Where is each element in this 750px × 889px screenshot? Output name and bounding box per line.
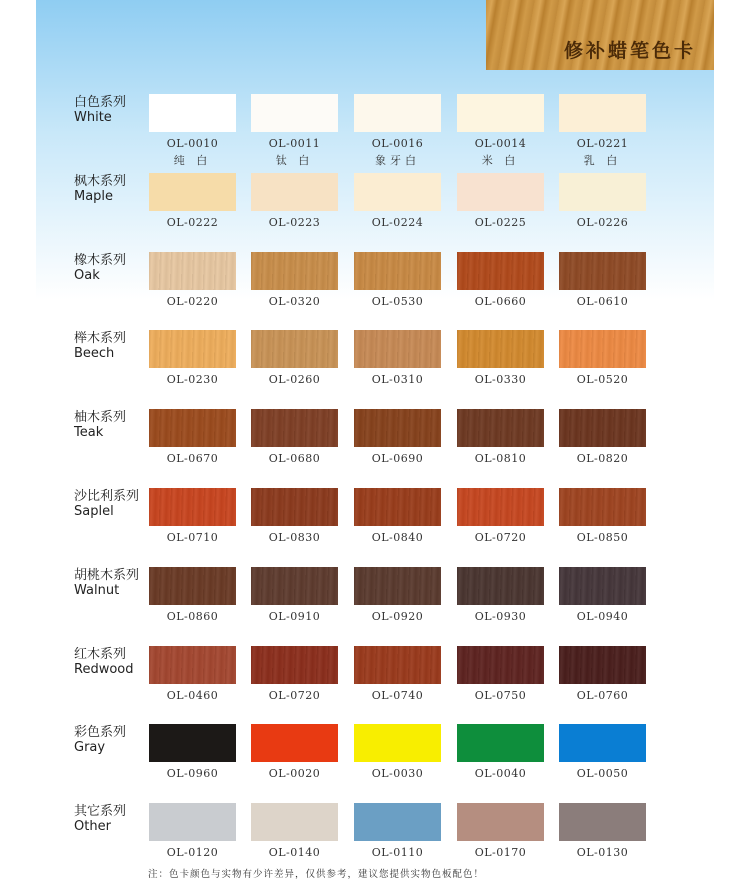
color-series-row bbox=[0, 328, 750, 403]
color-swatch bbox=[251, 94, 338, 132]
color-swatch bbox=[149, 646, 236, 684]
color-swatch bbox=[251, 409, 338, 447]
color-swatch bbox=[149, 567, 236, 605]
swatch-code: OL-0530 bbox=[371, 295, 424, 308]
series-label bbox=[74, 95, 126, 125]
color-swatch bbox=[149, 94, 236, 132]
title-banner bbox=[486, 0, 714, 70]
footer-note: 注：色卡颜色与实物有少许差异，仅供参考，建议您提供实物色板配色！ bbox=[148, 869, 485, 880]
swatch-code: OL-0260 bbox=[268, 373, 321, 386]
color-swatch bbox=[251, 803, 338, 841]
swatch-code: OL-0680 bbox=[268, 452, 321, 465]
swatch-name: 米 白 bbox=[481, 154, 520, 167]
color-series-row bbox=[0, 171, 750, 246]
banner-title: 修补蜡笔色卡 bbox=[563, 40, 696, 62]
color-swatch bbox=[149, 724, 236, 762]
color-swatch bbox=[457, 803, 544, 841]
swatch-code: OL-0720 bbox=[268, 689, 321, 702]
series-name-zh: 榉木系列 bbox=[74, 331, 127, 346]
color-swatch bbox=[354, 724, 441, 762]
swatch-code: OL-0610 bbox=[576, 295, 629, 308]
color-swatch bbox=[457, 330, 544, 368]
swatch-code: OL-0040 bbox=[474, 767, 527, 780]
swatch-code: OL-0225 bbox=[474, 216, 527, 229]
series-label bbox=[74, 489, 139, 519]
color-swatch bbox=[354, 330, 441, 368]
swatch-code: OL-0520 bbox=[576, 373, 629, 386]
color-swatch bbox=[457, 567, 544, 605]
swatch-code: OL-0810 bbox=[474, 452, 527, 465]
color-swatch bbox=[354, 567, 441, 605]
color-swatch bbox=[457, 409, 544, 447]
color-swatch bbox=[354, 803, 441, 841]
series-name-en: Beech bbox=[74, 346, 115, 361]
color-swatch bbox=[559, 803, 646, 841]
color-swatch bbox=[457, 173, 544, 211]
color-series-row bbox=[0, 250, 750, 325]
series-name-en: Other bbox=[74, 819, 111, 834]
swatch-code: OL-0690 bbox=[371, 452, 424, 465]
swatch-name: 象牙白 bbox=[375, 154, 420, 167]
swatch-code: OL-0110 bbox=[371, 846, 424, 859]
series-name-zh: 彩色系列 bbox=[74, 725, 127, 740]
series-label bbox=[74, 331, 126, 361]
series-name-zh: 枫木系列 bbox=[74, 174, 127, 189]
swatch-code: OL-0760 bbox=[576, 689, 629, 702]
color-swatch bbox=[354, 646, 441, 684]
swatch-code: OL-0670 bbox=[166, 452, 219, 465]
color-swatch bbox=[559, 173, 646, 211]
series-name-zh: 白色系列 bbox=[74, 95, 127, 110]
series-name-en: Oak bbox=[74, 268, 100, 283]
series-name-en: Walnut bbox=[74, 583, 120, 598]
color-swatch bbox=[354, 252, 441, 290]
series-label bbox=[74, 253, 126, 283]
swatch-code: OL-0850 bbox=[576, 531, 629, 544]
series-label bbox=[74, 804, 126, 834]
color-swatch bbox=[251, 567, 338, 605]
swatch-code: OL-0740 bbox=[371, 689, 424, 702]
swatch-name: 钛 白 bbox=[275, 154, 314, 167]
swatch-code: OL-0130 bbox=[576, 846, 629, 859]
series-label bbox=[74, 174, 126, 204]
series-name-en: Teak bbox=[74, 425, 104, 440]
series-name-en: White bbox=[74, 110, 112, 125]
swatch-code: OL-0710 bbox=[166, 531, 219, 544]
swatch-code: OL-0030 bbox=[371, 767, 424, 780]
swatch-code: OL-0960 bbox=[166, 767, 219, 780]
color-swatch bbox=[457, 94, 544, 132]
color-swatch bbox=[149, 409, 236, 447]
series-name-zh: 红木系列 bbox=[74, 647, 127, 662]
swatch-code: OL-0010 bbox=[166, 137, 219, 150]
swatch-code: OL-0223 bbox=[268, 216, 321, 229]
color-swatch bbox=[457, 724, 544, 762]
swatch-code: OL-0830 bbox=[268, 531, 321, 544]
color-swatch bbox=[457, 646, 544, 684]
color-swatch bbox=[251, 173, 338, 211]
color-swatch bbox=[354, 173, 441, 211]
color-swatch bbox=[149, 173, 236, 211]
color-swatch bbox=[149, 803, 236, 841]
color-series-row bbox=[0, 722, 750, 797]
color-series-row bbox=[0, 644, 750, 719]
swatch-code: OL-0014 bbox=[474, 137, 527, 150]
swatch-code: OL-0720 bbox=[474, 531, 527, 544]
swatch-code: OL-0226 bbox=[576, 216, 629, 229]
swatch-code: OL-0020 bbox=[268, 767, 321, 780]
swatch-code: OL-0224 bbox=[371, 216, 424, 229]
color-swatch bbox=[251, 252, 338, 290]
color-series-row bbox=[0, 407, 750, 482]
color-series-row bbox=[0, 486, 750, 561]
swatch-code: OL-0750 bbox=[474, 689, 527, 702]
series-name-zh: 胡桃木系列 bbox=[74, 568, 140, 583]
swatch-code: OL-0220 bbox=[166, 295, 219, 308]
swatch-code: OL-0840 bbox=[371, 531, 424, 544]
color-swatch bbox=[251, 646, 338, 684]
swatch-name: 纯 白 bbox=[173, 154, 212, 167]
swatch-code: OL-0940 bbox=[576, 610, 629, 623]
series-name-zh: 柚木系列 bbox=[74, 410, 127, 425]
swatch-code: OL-0011 bbox=[268, 137, 321, 150]
color-series-row bbox=[0, 565, 750, 640]
swatch-code: OL-0330 bbox=[474, 373, 527, 386]
swatch-code: OL-0910 bbox=[268, 610, 321, 623]
swatch-code: OL-0930 bbox=[474, 610, 527, 623]
swatch-code: OL-0310 bbox=[371, 373, 424, 386]
color-swatch bbox=[251, 330, 338, 368]
series-name-zh: 沙比利系列 bbox=[74, 489, 140, 504]
swatch-code: OL-0660 bbox=[474, 295, 527, 308]
swatch-code: OL-0050 bbox=[576, 767, 629, 780]
swatch-code: OL-0320 bbox=[268, 295, 321, 308]
color-series-row bbox=[0, 801, 750, 876]
swatch-code: OL-0460 bbox=[166, 689, 219, 702]
color-swatch bbox=[251, 724, 338, 762]
color-swatch bbox=[149, 488, 236, 526]
series-name-en: Redwood bbox=[74, 662, 134, 677]
color-swatch bbox=[559, 252, 646, 290]
swatch-code: OL-0016 bbox=[371, 137, 424, 150]
swatch-code: OL-0222 bbox=[166, 216, 219, 229]
color-swatch bbox=[559, 724, 646, 762]
series-name-zh: 其它系列 bbox=[74, 804, 127, 819]
swatch-code: OL-0920 bbox=[371, 610, 424, 623]
series-name-en: Saplel bbox=[74, 504, 114, 519]
color-swatch bbox=[149, 330, 236, 368]
color-swatch bbox=[354, 488, 441, 526]
color-swatch bbox=[354, 409, 441, 447]
color-swatch bbox=[457, 488, 544, 526]
swatch-code: OL-0120 bbox=[166, 846, 219, 859]
series-name-zh: 橡木系列 bbox=[74, 253, 127, 268]
series-name-en: Maple bbox=[74, 189, 114, 204]
swatch-code: OL-0860 bbox=[166, 610, 219, 623]
swatch-code: OL-0221 bbox=[576, 137, 629, 150]
series-label bbox=[74, 568, 139, 598]
swatch-code: OL-0170 bbox=[474, 846, 527, 859]
color-swatch bbox=[559, 567, 646, 605]
swatch-code: OL-0230 bbox=[166, 373, 219, 386]
color-swatch bbox=[559, 94, 646, 132]
color-swatch bbox=[559, 409, 646, 447]
color-series-row bbox=[0, 92, 750, 167]
color-swatch bbox=[354, 94, 441, 132]
color-swatch bbox=[149, 252, 236, 290]
series-label bbox=[74, 410, 126, 440]
series-name-en: Gray bbox=[74, 740, 106, 755]
color-swatch bbox=[457, 252, 544, 290]
color-swatch bbox=[559, 646, 646, 684]
color-swatch bbox=[559, 330, 646, 368]
series-label bbox=[74, 647, 134, 677]
swatch-name: 乳 白 bbox=[583, 154, 622, 167]
swatch-code: OL-0820 bbox=[576, 452, 629, 465]
series-label bbox=[74, 725, 126, 755]
swatch-code: OL-0140 bbox=[268, 846, 321, 859]
color-swatch bbox=[251, 488, 338, 526]
color-swatch bbox=[559, 488, 646, 526]
